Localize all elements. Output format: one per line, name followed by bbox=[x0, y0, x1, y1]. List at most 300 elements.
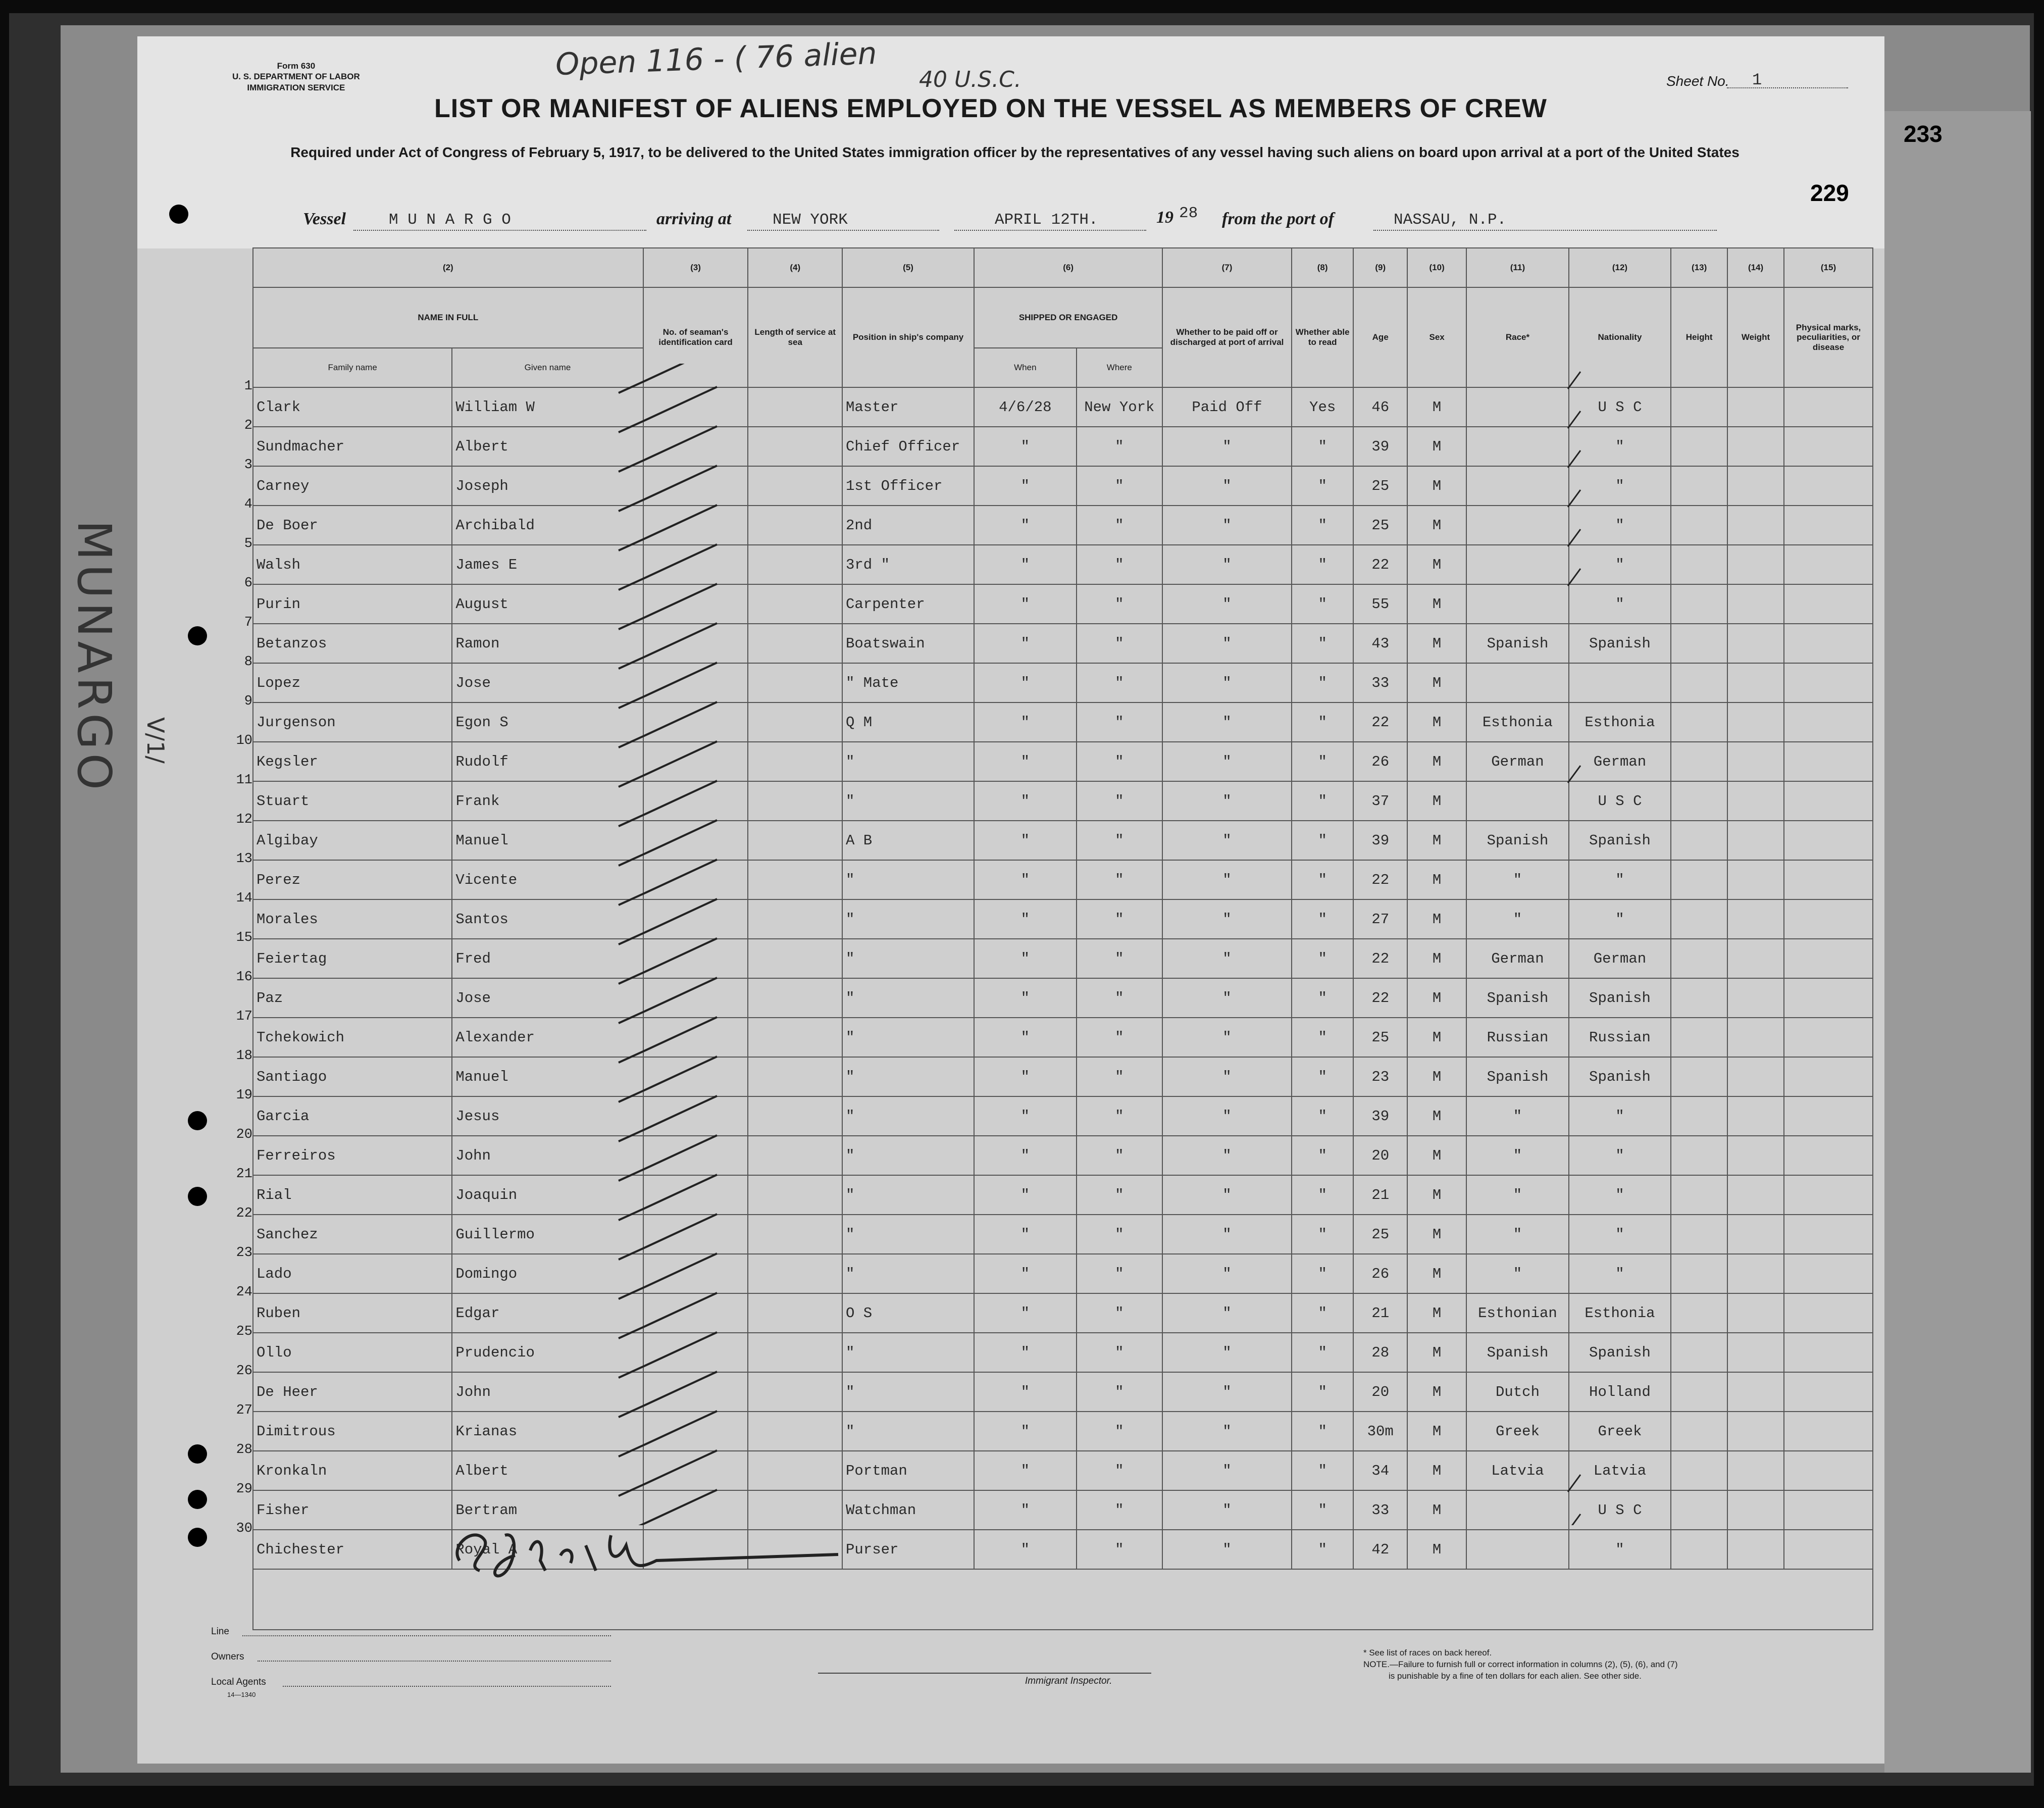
position-cell: Q M bbox=[842, 702, 974, 742]
position-cell: " bbox=[842, 1136, 974, 1175]
id-card-tick bbox=[619, 1253, 717, 1299]
physical-marks-cell bbox=[1784, 387, 1873, 427]
manifest-subtitle: Required under Act of Congress of February 5, 1917, to be delivered to the United States immigration officer by the representatives of any vessel having such aliens on board upon arrival at a port of the United States bbox=[290, 144, 1740, 160]
arriving-port: NEW YORK bbox=[773, 211, 848, 229]
nationality-cell: Spanish bbox=[1569, 1057, 1671, 1096]
when-cell: " bbox=[974, 1451, 1076, 1490]
id-card-tick bbox=[619, 544, 717, 590]
physical-marks-cell bbox=[1784, 1057, 1873, 1096]
when-cell: " bbox=[974, 1096, 1076, 1136]
race-cell: " bbox=[1466, 1096, 1568, 1136]
immigrant-inspector-label: Immigrant Inspector. bbox=[1025, 1676, 1112, 1686]
sex-cell: M bbox=[1407, 821, 1466, 860]
given-name-cell: Joseph bbox=[452, 466, 643, 506]
row-number: 22 bbox=[236, 1206, 252, 1221]
paid-off-cell: " bbox=[1162, 702, 1292, 742]
weight-cell bbox=[1727, 663, 1784, 702]
from-port: NASSAU, N.P. bbox=[1394, 211, 1507, 229]
weight-cell bbox=[1727, 545, 1784, 584]
physical-marks-cell bbox=[1784, 1333, 1873, 1372]
when-cell: " bbox=[974, 427, 1076, 466]
race-cell: Latvia bbox=[1466, 1451, 1568, 1490]
position-cell: A B bbox=[842, 821, 974, 860]
id-card-tick bbox=[619, 505, 717, 550]
nationality-cell: " bbox=[1569, 1096, 1671, 1136]
crew-row bbox=[253, 1293, 1873, 1333]
race-cell: " bbox=[1466, 860, 1568, 899]
position-cell: Portman bbox=[842, 1451, 974, 1490]
weight-cell bbox=[1727, 1530, 1784, 1569]
punch-hole bbox=[188, 1490, 207, 1509]
id-card-tick bbox=[619, 1450, 717, 1496]
able-to-read-cell: " bbox=[1292, 624, 1354, 663]
line-field-line bbox=[242, 1635, 611, 1636]
position-cell: " bbox=[842, 978, 974, 1018]
crew-row bbox=[253, 387, 1873, 427]
able-to-read-cell: " bbox=[1292, 1215, 1354, 1254]
sex-cell: M bbox=[1407, 624, 1466, 663]
when-cell: " bbox=[974, 702, 1076, 742]
id-card-tick bbox=[619, 702, 717, 747]
paid-off-cell: " bbox=[1162, 781, 1292, 821]
where-cell: " bbox=[1077, 821, 1163, 860]
age-cell: 20 bbox=[1353, 1136, 1407, 1175]
crew-row bbox=[253, 742, 1873, 781]
weight-cell bbox=[1727, 427, 1784, 466]
paid-off-cell: " bbox=[1162, 663, 1292, 702]
family-name-cell: Lopez bbox=[253, 663, 452, 702]
family-name-cell: Perez bbox=[253, 860, 452, 899]
position-cell: " bbox=[842, 1333, 974, 1372]
id-card-tick bbox=[619, 1411, 717, 1457]
physical-marks-cell bbox=[1784, 860, 1873, 899]
service-cell bbox=[748, 1136, 842, 1175]
nationality-check bbox=[1568, 1475, 1580, 1492]
row-number: 7 bbox=[244, 615, 252, 630]
family-name-cell: Ollo bbox=[253, 1333, 452, 1372]
nationality-cell: Latvia bbox=[1569, 1451, 1671, 1490]
vessel-line bbox=[353, 230, 646, 231]
id-card-tick bbox=[619, 1135, 717, 1181]
nationality-check bbox=[1568, 1514, 1580, 1525]
sex-cell: M bbox=[1407, 899, 1466, 939]
position-cell: " bbox=[842, 899, 974, 939]
given-name-cell: Ramon bbox=[452, 624, 643, 663]
when-cell: " bbox=[974, 1136, 1076, 1175]
able-to-read-cell: " bbox=[1292, 978, 1354, 1018]
where-header: Where bbox=[1077, 348, 1163, 387]
paid-off-cell: " bbox=[1162, 742, 1292, 781]
weight-cell bbox=[1727, 1136, 1784, 1175]
id-card-tick bbox=[619, 584, 717, 629]
nationality-check-marks bbox=[1565, 364, 1596, 1525]
sex-cell: M bbox=[1407, 1057, 1466, 1096]
able-to-read-cell: " bbox=[1292, 1018, 1354, 1057]
service-cell bbox=[748, 624, 842, 663]
given-name-cell: John bbox=[452, 1372, 643, 1412]
position-cell: " bbox=[842, 1254, 974, 1293]
position-cell: " bbox=[842, 1372, 974, 1412]
age-cell: 39 bbox=[1353, 1096, 1407, 1136]
able-to-read-cell: " bbox=[1292, 584, 1354, 624]
nationality-check bbox=[1568, 569, 1580, 586]
crew-row bbox=[253, 1175, 1873, 1215]
weight-cell bbox=[1727, 1018, 1784, 1057]
when-cell: " bbox=[974, 1215, 1076, 1254]
position-cell: 2nd bbox=[842, 506, 974, 545]
id-card-tick bbox=[619, 623, 717, 669]
crew-row bbox=[253, 978, 1873, 1018]
sex-cell: M bbox=[1407, 860, 1466, 899]
given-name-cell: James E bbox=[452, 545, 643, 584]
when-cell: " bbox=[974, 624, 1076, 663]
able-to-read-cell: " bbox=[1292, 860, 1354, 899]
nationality-cell: German bbox=[1569, 742, 1671, 781]
paid-off-cell: " bbox=[1162, 466, 1292, 506]
vessel-label: Vessel bbox=[303, 210, 346, 228]
paid-off-cell: " bbox=[1162, 1530, 1292, 1569]
family-name-cell: Rial bbox=[253, 1175, 452, 1215]
where-cell: " bbox=[1077, 1451, 1163, 1490]
age-cell: 55 bbox=[1353, 584, 1407, 624]
race-cell bbox=[1466, 387, 1568, 427]
paid-off-cell: " bbox=[1162, 1136, 1292, 1175]
height-cell bbox=[1671, 545, 1727, 584]
punch-hole bbox=[188, 1528, 207, 1547]
family-name-cell: Walsh bbox=[253, 545, 452, 584]
from-port-line bbox=[1373, 230, 1717, 231]
sheet-number-label: Sheet No. bbox=[1666, 73, 1729, 89]
height-cell bbox=[1671, 1333, 1727, 1372]
owners-field-line bbox=[258, 1661, 611, 1662]
when-cell: " bbox=[974, 1333, 1076, 1372]
year-prefix: 19 bbox=[1156, 208, 1173, 227]
family-name-cell: Dimitrous bbox=[253, 1412, 452, 1451]
sex-cell: M bbox=[1407, 545, 1466, 584]
family-name-cell: Morales bbox=[253, 899, 452, 939]
id-card-tick bbox=[619, 1017, 717, 1063]
sex-cell: M bbox=[1407, 584, 1466, 624]
able-to-read-cell: " bbox=[1292, 1490, 1354, 1530]
physical-marks-cell bbox=[1784, 899, 1873, 939]
race-cell: Russian bbox=[1466, 1018, 1568, 1057]
when-cell: " bbox=[974, 1175, 1076, 1215]
name-in-full-header: NAME IN FULL bbox=[253, 287, 643, 348]
paid-off-cell: " bbox=[1162, 1096, 1292, 1136]
punch-hole bbox=[188, 1444, 207, 1464]
age-cell: 27 bbox=[1353, 899, 1407, 939]
given-name-cell: Edgar bbox=[452, 1293, 643, 1333]
family-name-cell: Ferreiros bbox=[253, 1136, 452, 1175]
position-cell: " bbox=[842, 742, 974, 781]
nationality-check bbox=[1568, 490, 1580, 507]
age-cell: 20 bbox=[1353, 1372, 1407, 1412]
family-name-cell: Lado bbox=[253, 1254, 452, 1293]
sex-cell: M bbox=[1407, 1293, 1466, 1333]
family-name-cell: Santiago bbox=[253, 1057, 452, 1096]
physical-marks-cell bbox=[1784, 624, 1873, 663]
age-cell: 22 bbox=[1353, 702, 1407, 742]
page-stamp-bottom: 229 bbox=[1810, 180, 1849, 206]
height-cell bbox=[1671, 1254, 1727, 1293]
crew-row bbox=[253, 1057, 1873, 1096]
height-cell bbox=[1671, 1057, 1727, 1096]
height-cell bbox=[1671, 1175, 1727, 1215]
service-cell bbox=[748, 466, 842, 506]
col-num-12: (12) bbox=[1569, 248, 1671, 287]
able-to-read-cell: " bbox=[1292, 1451, 1354, 1490]
able-to-read-cell: " bbox=[1292, 781, 1354, 821]
service-cell bbox=[748, 860, 842, 899]
weight-cell bbox=[1727, 387, 1784, 427]
sex-cell: M bbox=[1407, 387, 1466, 427]
age-cell: 25 bbox=[1353, 1018, 1407, 1057]
given-name-cell: Prudencio bbox=[452, 1333, 643, 1372]
crew-row bbox=[253, 663, 1873, 702]
where-cell: " bbox=[1077, 939, 1163, 978]
physical-marks-cell bbox=[1784, 1136, 1873, 1175]
given-name-cell: Rudolf bbox=[452, 742, 643, 781]
physical-marks-cell bbox=[1784, 584, 1873, 624]
able-to-read-cell: " bbox=[1292, 545, 1354, 584]
row-number: 17 bbox=[236, 1009, 252, 1024]
where-cell: New York bbox=[1077, 387, 1163, 427]
id-card-tick bbox=[619, 1293, 717, 1338]
height-cell bbox=[1671, 506, 1727, 545]
page-stamp-top: 233 bbox=[1904, 121, 1943, 147]
race-cell: Spanish bbox=[1466, 1057, 1568, 1096]
able-to-read-cell: " bbox=[1292, 506, 1354, 545]
weight-cell bbox=[1727, 1372, 1784, 1412]
race-cell: Spanish bbox=[1466, 1333, 1568, 1372]
age-cell: 21 bbox=[1353, 1293, 1407, 1333]
arriving-label: arriving at bbox=[656, 210, 732, 228]
form-code: 14—1340 bbox=[227, 1691, 256, 1698]
crew-row bbox=[253, 899, 1873, 939]
family-name-cell: Chichester bbox=[253, 1530, 452, 1569]
age-cell: 43 bbox=[1353, 624, 1407, 663]
crew-row bbox=[253, 624, 1873, 663]
position-cell: 1st Officer bbox=[842, 466, 974, 506]
able-to-read-header: Whether able to read bbox=[1292, 287, 1354, 387]
physical-marks-cell bbox=[1784, 1215, 1873, 1254]
able-to-read-cell: " bbox=[1292, 939, 1354, 978]
nationality-cell: Esthonia bbox=[1569, 1293, 1671, 1333]
when-header: When bbox=[974, 348, 1076, 387]
position-cell: " Mate bbox=[842, 663, 974, 702]
nationality-cell: " bbox=[1569, 1136, 1671, 1175]
height-cell bbox=[1671, 624, 1727, 663]
age-cell: 25 bbox=[1353, 1215, 1407, 1254]
paid-off-cell: " bbox=[1162, 1451, 1292, 1490]
nationality-cell: Spanish bbox=[1569, 978, 1671, 1018]
service-cell bbox=[748, 781, 842, 821]
where-cell: " bbox=[1077, 1412, 1163, 1451]
weight-cell bbox=[1727, 742, 1784, 781]
age-cell: 33 bbox=[1353, 1490, 1407, 1530]
given-name-cell: August bbox=[452, 584, 643, 624]
family-name-cell: Sundmacher bbox=[253, 427, 452, 466]
paid-off-cell: " bbox=[1162, 545, 1292, 584]
row-number: 29 bbox=[236, 1482, 252, 1497]
able-to-read-cell: Yes bbox=[1292, 387, 1354, 427]
able-to-read-cell: " bbox=[1292, 821, 1354, 860]
id-card-tick bbox=[619, 741, 717, 787]
row-number: 28 bbox=[236, 1442, 252, 1458]
when-cell: " bbox=[974, 1254, 1076, 1293]
weight-cell bbox=[1727, 1215, 1784, 1254]
when-cell: " bbox=[974, 742, 1076, 781]
where-cell: " bbox=[1077, 427, 1163, 466]
height-cell bbox=[1671, 1451, 1727, 1490]
id-card-tick bbox=[619, 466, 717, 511]
weight-cell bbox=[1727, 1096, 1784, 1136]
when-cell: " bbox=[974, 978, 1076, 1018]
race-cell: Esthonia bbox=[1466, 702, 1568, 742]
where-cell: " bbox=[1077, 545, 1163, 584]
given-name-cell: Albert bbox=[452, 427, 643, 466]
crew-row bbox=[253, 1254, 1873, 1293]
physical-marks-cell bbox=[1784, 545, 1873, 584]
nationality-check bbox=[1568, 450, 1580, 468]
given-name-cell: Frank bbox=[452, 781, 643, 821]
given-name-cell: Royal A bbox=[452, 1530, 643, 1569]
age-cell: 21 bbox=[1353, 1175, 1407, 1215]
id-card-tick bbox=[619, 781, 717, 826]
physical-marks-cell bbox=[1784, 1451, 1873, 1490]
paid-off-cell: " bbox=[1162, 1333, 1292, 1372]
weight-cell bbox=[1727, 1293, 1784, 1333]
id-card-tick bbox=[619, 387, 717, 432]
crew-row bbox=[253, 584, 1873, 624]
handwritten-top-note-2: 40 U.S.C. bbox=[919, 67, 1021, 92]
nationality-cell: " bbox=[1569, 545, 1671, 584]
physical-marks-cell bbox=[1784, 702, 1873, 742]
family-name-cell: Fisher bbox=[253, 1490, 452, 1530]
height-cell bbox=[1671, 1215, 1727, 1254]
height-cell bbox=[1671, 781, 1727, 821]
weight-cell bbox=[1727, 821, 1784, 860]
column-header-row bbox=[253, 287, 1873, 348]
col-num-9: (9) bbox=[1353, 248, 1407, 287]
handwritten-top-note: Open 116 - ( 76 alien bbox=[554, 35, 878, 83]
row-number: 16 bbox=[236, 970, 252, 985]
race-cell bbox=[1466, 584, 1568, 624]
family-name-cell: Clark bbox=[253, 387, 452, 427]
id-card-header: No. of seaman's identification card bbox=[643, 287, 748, 387]
age-cell: 34 bbox=[1353, 1451, 1407, 1490]
when-cell: " bbox=[974, 466, 1076, 506]
paid-off-cell: " bbox=[1162, 1254, 1292, 1293]
race-cell: Esthonian bbox=[1466, 1293, 1568, 1333]
service-cell bbox=[748, 1333, 842, 1372]
able-to-read-cell: " bbox=[1292, 1096, 1354, 1136]
position-cell: Watchman bbox=[842, 1490, 974, 1530]
able-to-read-cell: " bbox=[1292, 1372, 1354, 1412]
height-cell bbox=[1671, 899, 1727, 939]
given-name-cell: Guillermo bbox=[452, 1215, 643, 1254]
when-cell: " bbox=[974, 899, 1076, 939]
able-to-read-cell: " bbox=[1292, 702, 1354, 742]
arrival-date: APRIL 12TH. bbox=[995, 211, 1098, 229]
service-cell bbox=[748, 978, 842, 1018]
crew-row bbox=[253, 1372, 1873, 1412]
position-cell: " bbox=[842, 1018, 974, 1057]
physical-marks-cell bbox=[1784, 506, 1873, 545]
arriving-line bbox=[747, 230, 939, 231]
row-number: 9 bbox=[244, 694, 252, 709]
crew-table bbox=[252, 247, 1873, 1630]
where-cell: " bbox=[1077, 860, 1163, 899]
service-cell bbox=[748, 1451, 842, 1490]
physical-marks-cell bbox=[1784, 978, 1873, 1018]
position-cell: " bbox=[842, 1175, 974, 1215]
id-card-tick bbox=[619, 938, 717, 984]
given-name-cell: Jesus bbox=[452, 1096, 643, 1136]
when-cell: " bbox=[974, 1372, 1076, 1412]
crew-row bbox=[253, 1096, 1873, 1136]
when-cell: " bbox=[974, 1412, 1076, 1451]
age-cell: 22 bbox=[1353, 545, 1407, 584]
weight-cell bbox=[1727, 1412, 1784, 1451]
family-name-cell: Kegsler bbox=[253, 742, 452, 781]
id-card-tick bbox=[619, 820, 717, 866]
family-name-cell: Jurgenson bbox=[253, 702, 452, 742]
nationality-cell: " bbox=[1569, 466, 1671, 506]
physical-marks-cell bbox=[1784, 1018, 1873, 1057]
where-cell: " bbox=[1077, 1096, 1163, 1136]
weight-cell bbox=[1727, 899, 1784, 939]
nationality-cell: U S C bbox=[1569, 781, 1671, 821]
form-number: Form 630 bbox=[277, 61, 316, 71]
paid-off-cell: " bbox=[1162, 978, 1292, 1018]
nationality-cell: U S C bbox=[1569, 387, 1671, 427]
age-cell: 28 bbox=[1353, 1333, 1407, 1372]
weight-cell bbox=[1727, 1057, 1784, 1096]
given-name-header: Given name bbox=[452, 348, 643, 387]
col-num-3: (3) bbox=[643, 248, 748, 287]
family-name-cell: Sanchez bbox=[253, 1215, 452, 1254]
arrival-year: 28 bbox=[1179, 205, 1198, 222]
height-cell bbox=[1671, 978, 1727, 1018]
family-name-cell: Ruben bbox=[253, 1293, 452, 1333]
punch-hole bbox=[188, 1187, 207, 1206]
paid-off-cell: " bbox=[1162, 506, 1292, 545]
race-cell bbox=[1466, 427, 1568, 466]
race-cell: " bbox=[1466, 1254, 1568, 1293]
service-cell bbox=[748, 427, 842, 466]
family-name-cell: Feiertag bbox=[253, 939, 452, 978]
age-cell: 22 bbox=[1353, 860, 1407, 899]
paid-off-cell: " bbox=[1162, 1490, 1292, 1530]
sex-cell: M bbox=[1407, 702, 1466, 742]
family-name-cell: Stuart bbox=[253, 781, 452, 821]
service-cell bbox=[748, 1293, 842, 1333]
sex-cell: M bbox=[1407, 1254, 1466, 1293]
nationality-cell: Esthonia bbox=[1569, 702, 1671, 742]
weight-cell bbox=[1727, 466, 1784, 506]
col-num-11: (11) bbox=[1466, 248, 1568, 287]
given-name-cell: Archibald bbox=[452, 506, 643, 545]
height-cell bbox=[1671, 1018, 1727, 1057]
nationality-cell: Greek bbox=[1569, 1412, 1671, 1451]
sex-cell: M bbox=[1407, 427, 1466, 466]
age-cell: 23 bbox=[1353, 1057, 1407, 1096]
service-cell bbox=[748, 1215, 842, 1254]
nationality-check bbox=[1568, 766, 1580, 783]
able-to-read-cell: " bbox=[1292, 742, 1354, 781]
column-number-row bbox=[253, 248, 1873, 287]
